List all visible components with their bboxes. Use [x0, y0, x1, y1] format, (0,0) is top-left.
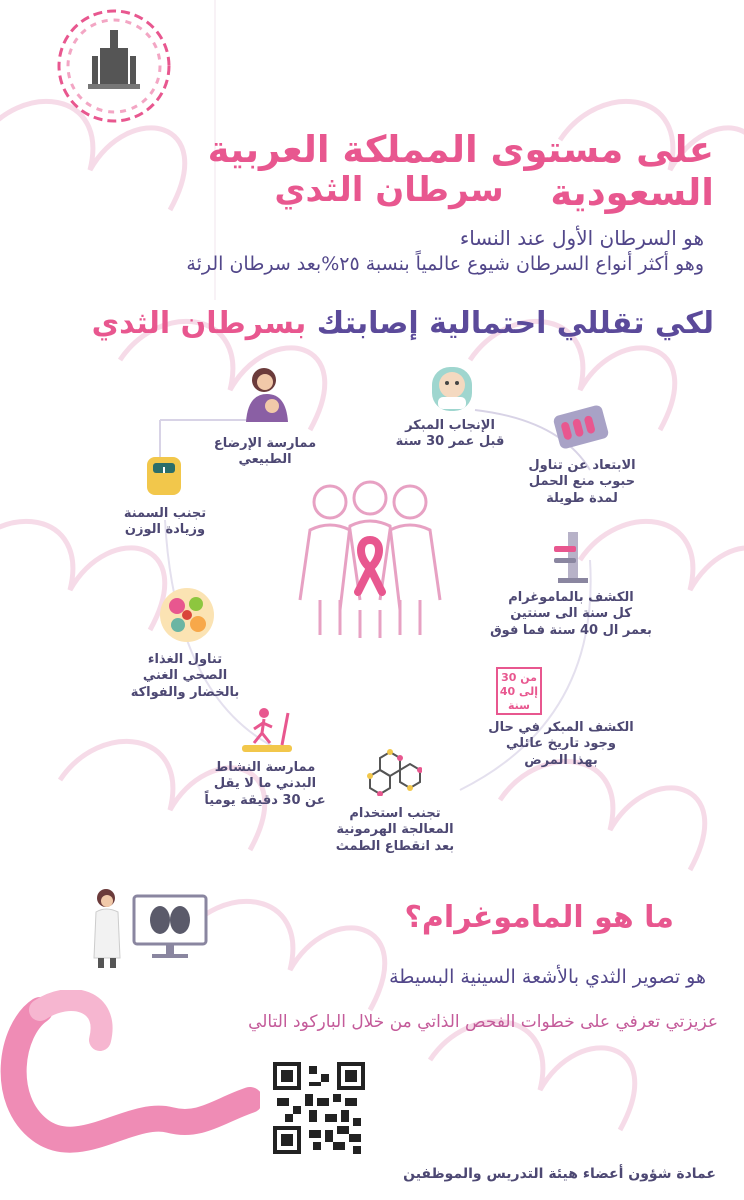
tip-mammogram: الكشف بالماموغرام كل سنة الى سنتين بعمر ال 40 سنة فما فوق	[490, 590, 652, 638]
age-badge: من 30 إلى 40 سنة	[496, 667, 542, 715]
tip-early-pregnancy: الإنجاب المبكر قبل عمر 30 سنة	[395, 418, 505, 450]
mammogram-machine-icon	[550, 530, 594, 584]
title-breast-cancer: سرطان الثدي	[274, 170, 504, 210]
tip-breastfeeding: ممارسة الإرضاع الطبيعي	[213, 436, 317, 468]
headline-accent: بسرطان الثدي	[91, 306, 307, 341]
treadmill-icon	[240, 705, 294, 755]
mammogram-answer: هو تصوير الثدي بالأشعة السينية البسيطة	[389, 966, 706, 988]
baby-icon	[424, 363, 480, 415]
healthy-food-icon	[158, 586, 216, 644]
footer-department: عمادة شؤون أعضاء هيئة التدريس والموظفين	[403, 1166, 716, 1182]
pink-ribbon-icon	[0, 990, 260, 1160]
hormone-molecule-icon	[366, 746, 422, 796]
info-statistic: وهو أكثر أنواع السرطان شيوع عالمياً بنسبة ٢٥%بعد سرطان الرئة	[186, 253, 704, 275]
doctor-screen-icon	[88, 888, 210, 970]
women-ribbon-icon	[270, 480, 470, 640]
mammogram-question: ما هو الماموغرام؟	[404, 900, 674, 935]
tip-family-history: الكشف المبكر في حال وجود تاريخ عائلي بهذا المرض	[488, 720, 634, 768]
weight-scale-icon	[145, 455, 183, 497]
pill-pack-icon	[553, 404, 609, 450]
info-first-cancer: هو السرطان الأول عند النساء	[459, 226, 704, 250]
title-country: على مستوى المملكة العربية السعودية	[207, 128, 714, 214]
self-exam-note: عزيزتي تعرفي على خطوات الفحص الذاتي من خلال الباركود التالي	[248, 1012, 718, 1032]
qr-code-icon[interactable]	[273, 1062, 365, 1154]
headline-main: لكي تقللي احتمالية إصابتك	[316, 306, 714, 341]
tip-healthy-food: تناول الغذاء الصحي الغني بالخضار والفواكة	[130, 652, 240, 700]
tip-avoid-pills: الابتعاد عن تناول حبوب منع الحمل لمدة طويلة	[528, 458, 636, 506]
breastfeeding-icon	[240, 364, 294, 422]
tip-activity: ممارسة النشاط البدني ما لا يقل عن 30 دقيقة يومياً	[204, 760, 326, 808]
tip-avoid-obesity: تجنب السمنة وزيادة الوزن	[123, 506, 207, 538]
tip-hormonal: تجنب استخدام المعالجة الهرمونية بعد انقطاع الطمث	[335, 806, 455, 854]
